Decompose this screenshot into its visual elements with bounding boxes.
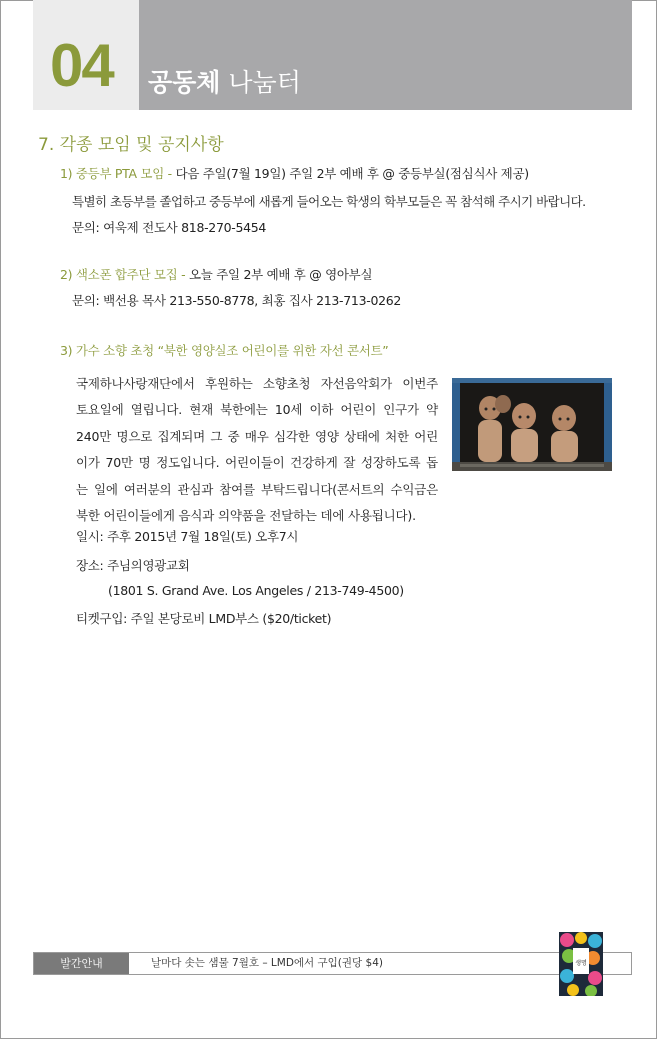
concert-ticket: 티켓구입: 주일 본당로비 LMD부스 ($20/ticket)	[76, 611, 332, 626]
paragraph-line: 이가 70만 명 정도입니다. 어린이들이 건강하게 잘 성장하도록 돕	[76, 455, 438, 471]
paragraph-line: 국제하나사랑재단에서 후원하는 소향초청 자선음악회가 이번주	[76, 376, 438, 391]
page-title	[148, 66, 301, 100]
chapter-number: 04	[50, 32, 113, 99]
book-cover-title: 생명	[575, 960, 587, 967]
page-title-rest: 나눔터	[228, 68, 301, 97]
children-photo	[452, 378, 612, 471]
publication-notice-text: 날마다 솟는 샘물 7월호 – LMD에서 구입(권당 $4)	[151, 957, 383, 969]
paragraph-line: 240만 명으로 집계되며 그 중 매우 심각한 영양 상태에 처한 어린	[76, 428, 438, 444]
publication-notice-label: 발간안내	[34, 953, 129, 974]
item-1-contact: 문의: 여욱제 전도사 818-270-5454	[72, 220, 267, 235]
concert-place: 장소: 주님의영광교회	[76, 558, 190, 573]
book-cover-art	[559, 932, 603, 996]
item-1-heading	[60, 164, 529, 184]
item-2-heading	[60, 265, 372, 285]
section-title: 7. 각종 모임 및 공지사항	[38, 135, 224, 155]
item-1-label: 1) 중등부 PTA 모임 -	[60, 166, 172, 181]
paragraph-line: 토요일에 열립니다. 현재 북한에는 10세 이하 어린이 인구가 약	[76, 402, 438, 418]
concert-date: 일시: 주후 2015년 7월 18일(토) 오후7시	[76, 529, 299, 544]
item-3-heading: 3) 가수 소향 초청 “북한 영양실조 어린이를 위한 자선 콘서트”	[60, 343, 389, 358]
concert-description	[76, 371, 438, 529]
item-1-detail: 다음 주일(7월 19일) 주일 2부 예배 후 @ 중등부실(점심식사 제공)	[175, 166, 529, 181]
children-photo-art	[452, 378, 612, 471]
page-title-bold: 공동체	[148, 68, 221, 97]
item-2-contact: 문의: 백선용 목사 213-550-8778, 최홍 집사 213-713-0262	[72, 293, 402, 308]
paragraph-line: 북한 어린이들에게 음식과 의약품을 전달하는 데에 사용됩니다).	[76, 508, 416, 524]
book-cover-image	[559, 932, 603, 996]
item-1-body: 특별히 초등부를 졸업하고 중등부에 새롭게 들어오는 학생의 학부모들은 꼭 참석해 주시기 바랍니다.	[72, 194, 586, 209]
item-2-detail: 오늘 주일 2부 예배 후 @ 영아부실	[189, 267, 373, 282]
concert-address: (1801 S. Grand Ave. Los Angeles / 213-749-4500)	[108, 583, 404, 598]
paragraph-line: 는 일에 여러분의 관심과 참여를 부탁드립니다(콘서트의 수익금은	[76, 481, 438, 497]
publication-notice	[33, 952, 632, 975]
item-2-label: 2) 색소폰 합주단 모집 -	[60, 267, 186, 282]
